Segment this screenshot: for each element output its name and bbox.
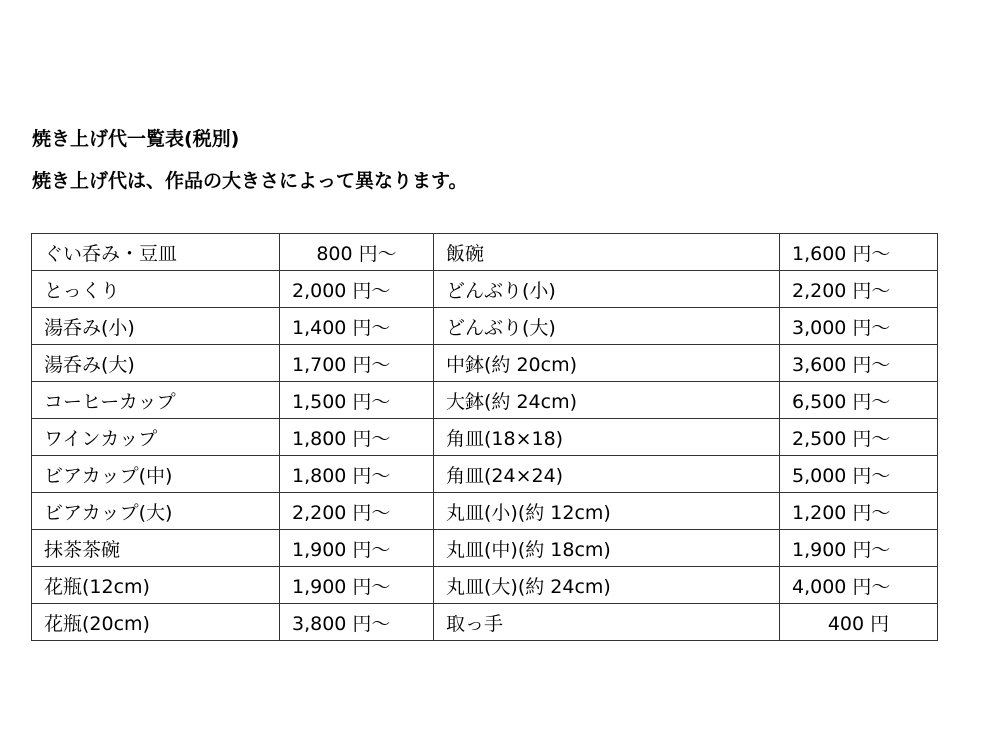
price-cell: 6,500 円〜 [780, 382, 938, 419]
price-cell: 1,800 円〜 [280, 456, 434, 493]
table-row [32, 345, 938, 382]
table-row [32, 419, 938, 456]
item-name-cell: ビアカップ(大) [32, 493, 280, 530]
table-row [32, 234, 938, 271]
price-cell: 1,200 円〜 [780, 493, 938, 530]
page-subtitle: 焼き上げ代は、作品の大きさによって異なります。 [32, 170, 468, 192]
table-row [32, 530, 938, 567]
item-name-cell: どんぶり(大) [434, 308, 780, 345]
item-name-cell: ワインカップ [32, 419, 280, 456]
table-row [32, 567, 938, 604]
price-cell: 2,200 円〜 [280, 493, 434, 530]
item-name-cell: ぐい呑み・豆皿 [32, 234, 280, 271]
item-name-cell: どんぶり(小) [434, 271, 780, 308]
item-name-cell: 飯碗 [434, 234, 780, 271]
item-name-cell: ビアカップ(中) [32, 456, 280, 493]
price-cell: 2,500 円〜 [780, 419, 938, 456]
price-cell: 2,200 円〜 [780, 271, 938, 308]
price-cell: 3,800 円〜 [280, 604, 434, 641]
table-row [32, 271, 938, 308]
table-row [32, 308, 938, 345]
item-name-cell: 角皿(18×18) [434, 419, 780, 456]
price-cell: 1,900 円〜 [280, 567, 434, 604]
price-cell: 800 円〜 [280, 234, 434, 271]
price-cell: 4,000 円〜 [780, 567, 938, 604]
table-row [32, 604, 938, 641]
item-name-cell: 湯呑み(大) [32, 345, 280, 382]
item-name-cell: 角皿(24×24) [434, 456, 780, 493]
item-name-cell: とっくり [32, 271, 280, 308]
price-cell: 2,000 円〜 [280, 271, 434, 308]
price-cell: 1,500 円〜 [280, 382, 434, 419]
item-name-cell: 丸皿(小)(約 12cm) [434, 493, 780, 530]
table-row [32, 382, 938, 419]
item-name-cell: 丸皿(大)(約 24cm) [434, 567, 780, 604]
page-title: 焼き上げ代一覧表(税別) [32, 128, 240, 150]
price-cell: 3,000 円〜 [780, 308, 938, 345]
price-cell: 1,700 円〜 [280, 345, 434, 382]
price-cell: 3,600 円〜 [780, 345, 938, 382]
price-cell: 1,400 円〜 [280, 308, 434, 345]
item-name-cell: 花瓶(20cm) [32, 604, 280, 641]
price-cell: 1,900 円〜 [280, 530, 434, 567]
item-name-cell: 抹茶茶碗 [32, 530, 280, 567]
table-row [32, 493, 938, 530]
item-name-cell: 大鉢(約 24cm) [434, 382, 780, 419]
item-name-cell: 取っ手 [434, 604, 780, 641]
price-cell: 400 円 [780, 604, 938, 641]
price-cell: 1,800 円〜 [280, 419, 434, 456]
price-cell: 5,000 円〜 [780, 456, 938, 493]
item-name-cell: 丸皿(中)(約 18cm) [434, 530, 780, 567]
price-cell: 1,900 円〜 [780, 530, 938, 567]
item-name-cell: 中鉢(約 20cm) [434, 345, 780, 382]
price-table [31, 233, 938, 641]
item-name-cell: 湯呑み(小) [32, 308, 280, 345]
price-cell: 1,600 円〜 [780, 234, 938, 271]
item-name-cell: 花瓶(12cm) [32, 567, 280, 604]
table-row [32, 456, 938, 493]
item-name-cell: コーヒーカップ [32, 382, 280, 419]
